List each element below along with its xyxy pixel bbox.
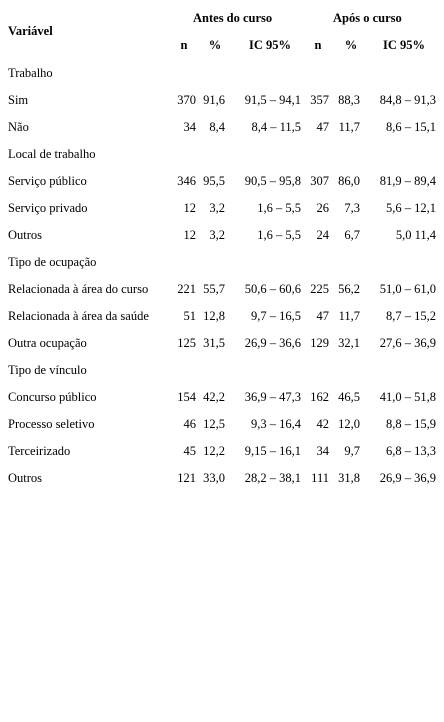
section-row [0,147,444,161]
cell-after-ci: 5,0 11,4 [395,228,436,242]
cell-after-n: 24 [316,228,329,242]
cell-after-ci: 8,6 – 15,1 [386,120,436,134]
cell-after-pct: 7,3 [344,201,360,215]
table-row [0,228,444,242]
section-label: Tipo de vínculo [8,363,87,377]
table-row [0,174,444,188]
row-label: Relacionada à área do curso [8,282,149,296]
cell-before-ci: 9,15 – 16,1 [244,444,301,458]
table-row [0,471,444,485]
cell-before-pct: 3,2 [209,201,225,215]
header-before-ci: IC 95% [248,38,292,52]
cell-before-pct: 3,2 [209,228,225,242]
row-label: Concurso público [8,390,97,404]
cell-after-ci: 81,9 – 89,4 [379,174,436,188]
cell-after-ci: 5,6 – 12,1 [386,201,436,215]
cell-before-ci: 1,6 – 5,5 [257,228,301,242]
cell-before-ci: 1,6 – 5,5 [257,201,301,215]
cell-before-n: 154 [177,390,196,404]
cell-before-ci: 50,6 – 60,6 [244,282,301,296]
cell-before-ci: 9,3 – 16,4 [251,417,301,431]
cell-before-ci: 9,7 – 16,5 [251,309,301,323]
header-after-ci: IC 95% [382,38,426,52]
cell-before-ci: 28,2 – 38,1 [244,471,301,485]
cell-before-pct: 95,5 [203,174,225,188]
row-label: Serviço privado [8,201,88,215]
row-label: Outra ocupação [8,336,87,350]
cell-before-n: 121 [177,471,196,485]
header-after-pct: % [344,38,358,52]
table-row [0,120,444,134]
cell-before-n: 51 [183,309,196,323]
row-label: Processo seletivo [8,417,95,431]
cell-after-ci: 8,7 – 15,2 [386,309,436,323]
section-row [0,255,444,269]
cell-after-n: 47 [316,309,329,323]
row-label: Outros [8,228,43,242]
cell-after-pct: 11,7 [338,120,360,134]
header-group-before: Antes do curso [193,11,273,25]
table-row [0,444,444,458]
cell-before-n: 12 [183,228,196,242]
cell-after-pct: 12,0 [338,417,360,431]
cell-after-n: 34 [316,444,329,458]
cell-after-ci: 41,0 – 51,8 [379,390,436,404]
header-after-n: n [314,38,322,52]
table-row [0,93,444,107]
cell-before-n: 34 [183,120,196,134]
cell-after-ci: 27,6 – 36,9 [379,336,436,350]
table-row [0,282,444,296]
cell-before-pct: 91,6 [203,93,225,107]
cell-after-pct: 88,3 [338,93,360,107]
cell-before-ci: 90,5 – 95,8 [244,174,301,188]
header-before-n: n [180,38,188,52]
cell-before-pct: 42,2 [203,390,225,404]
cell-after-pct: 56,2 [338,282,360,296]
row-label: Não [8,120,29,134]
cell-after-ci: 26,9 – 36,9 [379,471,436,485]
row-label: Sim [8,93,29,107]
cell-before-pct: 12,5 [203,417,225,431]
row-label: Serviço público [8,174,87,188]
cell-after-pct: 6,7 [344,228,360,242]
cell-before-pct: 31,5 [203,336,225,350]
cell-before-n: 45 [183,444,196,458]
cell-after-n: 26 [316,201,329,215]
row-label: Relacionada à área da saúde [8,309,149,323]
section-row [0,66,444,80]
cell-before-n: 12 [183,201,196,215]
cell-after-pct: 11,7 [338,309,360,323]
cell-before-n: 125 [177,336,196,350]
cell-after-n: 357 [310,93,329,107]
section-row [0,363,444,377]
cell-before-pct: 55,7 [203,282,225,296]
section-label: Tipo de ocupação [8,255,97,269]
header-variable: Variável [8,24,53,38]
cell-before-pct: 12,8 [203,309,225,323]
cell-before-ci: 36,9 – 47,3 [244,390,301,404]
cell-after-pct: 9,7 [344,444,360,458]
table-row [0,336,444,350]
cell-before-pct: 8,4 [209,120,225,134]
table-row [0,417,444,431]
table-row [0,309,444,323]
table-row [0,390,444,404]
section-label: Local de trabalho [8,147,96,161]
cell-after-n: 307 [310,174,329,188]
cell-before-n: 221 [177,282,196,296]
cell-after-n: 162 [310,390,329,404]
section-label: Trabalho [8,66,53,80]
cell-after-n: 47 [316,120,329,134]
cell-after-ci: 6,8 – 13,3 [386,444,436,458]
cell-before-n: 346 [177,174,196,188]
header-group-after: Após o curso [333,11,402,25]
table-row [0,201,444,215]
cell-after-n: 42 [316,417,329,431]
cell-before-ci: 8,4 – 11,5 [251,120,301,134]
cell-before-pct: 33,0 [203,471,225,485]
cell-after-ci: 84,8 – 91,3 [379,93,436,107]
cell-after-pct: 86,0 [338,174,360,188]
cell-before-n: 370 [177,93,196,107]
row-label: Outros [8,471,43,485]
cell-after-n: 225 [310,282,329,296]
cell-after-pct: 46,5 [338,390,360,404]
cell-after-ci: 51,0 – 61,0 [379,282,436,296]
row-label: Terceirizado [8,444,71,458]
cell-before-n: 46 [183,417,196,431]
cell-before-ci: 26,9 – 36,6 [244,336,301,350]
cell-after-ci: 8,8 – 15,9 [386,417,436,431]
cell-after-n: 129 [310,336,329,350]
cell-after-pct: 31,8 [338,471,360,485]
header-before-pct: % [208,38,222,52]
cell-before-pct: 12,2 [203,444,225,458]
cell-after-n: 111 [311,471,329,485]
cell-after-pct: 32,1 [338,336,360,350]
cell-before-ci: 91,5 – 94,1 [244,93,301,107]
